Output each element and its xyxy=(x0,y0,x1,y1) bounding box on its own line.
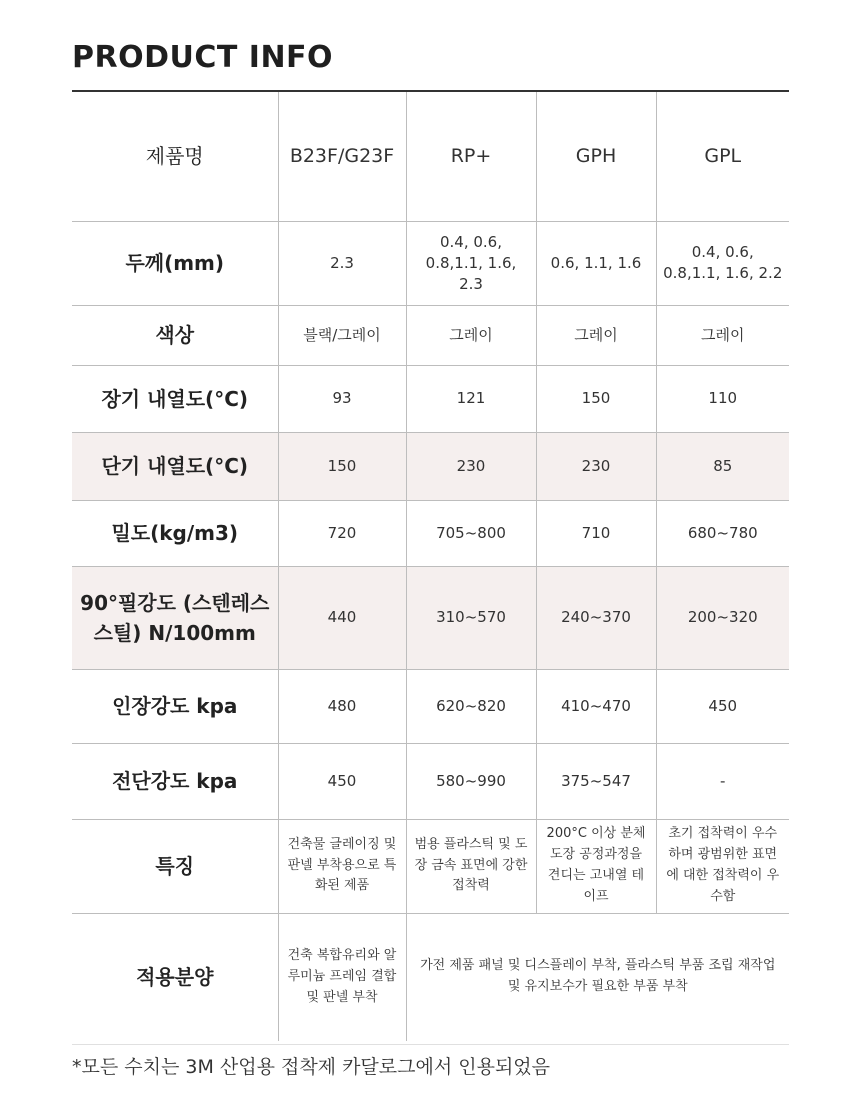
cell-value: 705~800 xyxy=(406,500,536,566)
cell-value: 그레이 xyxy=(406,305,536,365)
row-tensile-strength xyxy=(72,669,789,743)
cell-value: 720 xyxy=(278,500,406,566)
row-label: 색상 xyxy=(72,305,278,365)
cell-value: 450 xyxy=(656,669,789,743)
row-label: 전단강도 kpa xyxy=(72,743,278,819)
footnote: *모든 수치는 3M 산업용 접착제 카달로그에서 인용되었음 xyxy=(72,1056,551,1078)
header-gph: GPH xyxy=(536,92,656,221)
product-spec-table xyxy=(72,92,789,1041)
row-label: 특징 xyxy=(72,819,278,913)
row-label: 두께(mm) xyxy=(72,221,278,305)
row-density xyxy=(72,500,789,566)
cell-value: 0.4, 0.6, 0.8,1.1, 1.6, 2.2 xyxy=(656,221,789,305)
cell-value: 150 xyxy=(536,365,656,432)
cell-value: 범용 플라스틱 및 도장 금속 표면에 강한 접착력 xyxy=(406,819,536,913)
cell-value: 0.4, 0.6, 0.8,1.1, 1.6, 2.3 xyxy=(406,221,536,305)
header-gpl: GPL xyxy=(656,92,789,221)
cell-value: - xyxy=(656,743,789,819)
row-features xyxy=(72,819,789,913)
row-application xyxy=(72,913,789,1041)
cell-value: 710 xyxy=(536,500,656,566)
cell-value: 85 xyxy=(656,432,789,500)
cell-value: 그레이 xyxy=(656,305,789,365)
cell-value-merged: 가전 제품 패널 및 디스플레이 부착, 플라스틱 부품 조립 재작업 및 유지보수가 필요한 부품 부착 xyxy=(420,958,776,995)
row-label: 90°필강도 (스텐레스스틸) N/100mm xyxy=(72,566,278,669)
cell-value: 410~470 xyxy=(536,669,656,743)
row-label: 단기 내열도(°C) xyxy=(72,432,278,500)
cell-value: 0.6, 1.1, 1.6 xyxy=(536,221,656,305)
row-peel-strength xyxy=(72,566,789,669)
row-long-term-heat-resistance xyxy=(72,365,789,432)
cell-value: 건축 복합유리와 알루미늄 프레임 결합 및 판넬 부착 xyxy=(278,913,406,1041)
cell-value: 200~320 xyxy=(656,566,789,669)
cell-value: 230 xyxy=(536,432,656,500)
cell-value: 480 xyxy=(278,669,406,743)
cell-value: 블랙/그레이 xyxy=(278,305,406,365)
cell-value: 초기 접착력이 우수하며 광범위한 표면에 대한 접착력이 우수함 xyxy=(656,819,789,913)
cell-value: 93 xyxy=(278,365,406,432)
page-title: PRODUCT INFO xyxy=(72,40,334,75)
row-label: 밀도(kg/m3) xyxy=(72,500,278,566)
row-label: 적용분양 xyxy=(72,913,278,1041)
cell-value: 375~547 xyxy=(536,743,656,819)
row-color xyxy=(72,305,789,365)
row-short-term-heat-resistance xyxy=(72,432,789,500)
header-row xyxy=(72,92,789,221)
footnote-divider xyxy=(72,1044,789,1045)
row-shear-strength xyxy=(72,743,789,819)
cell-value: 건축물 글레이징 및 판넬 부착용으로 특화된 제품 xyxy=(278,819,406,913)
row-label: 인장강도 kpa xyxy=(72,669,278,743)
header-b23f-g23f: B23F/G23F xyxy=(278,92,406,221)
row-thickness xyxy=(72,221,789,305)
header-rp-plus: RP+ xyxy=(406,92,536,221)
cell-value: 440 xyxy=(278,566,406,669)
cell-value: 450 xyxy=(278,743,406,819)
cell-value: 240~370 xyxy=(536,566,656,669)
cell-value: 121 xyxy=(406,365,536,432)
cell-value: 620~820 xyxy=(406,669,536,743)
cell-value: 230 xyxy=(406,432,536,500)
cell-value: 2.3 xyxy=(278,221,406,305)
cell-value: 680~780 xyxy=(656,500,789,566)
cell-value: 150 xyxy=(278,432,406,500)
cell-value: 310~570 xyxy=(406,566,536,669)
cell-value: 그레이 xyxy=(536,305,656,365)
cell-value: 110 xyxy=(656,365,789,432)
cell-value: 200°C 이상 분체도장 공정과정을 견디는 고내열 테이프 xyxy=(536,819,656,913)
header-product-name: 제품명 xyxy=(72,92,278,221)
cell-value: 580~990 xyxy=(406,743,536,819)
row-label: 장기 내열도(°C) xyxy=(72,365,278,432)
